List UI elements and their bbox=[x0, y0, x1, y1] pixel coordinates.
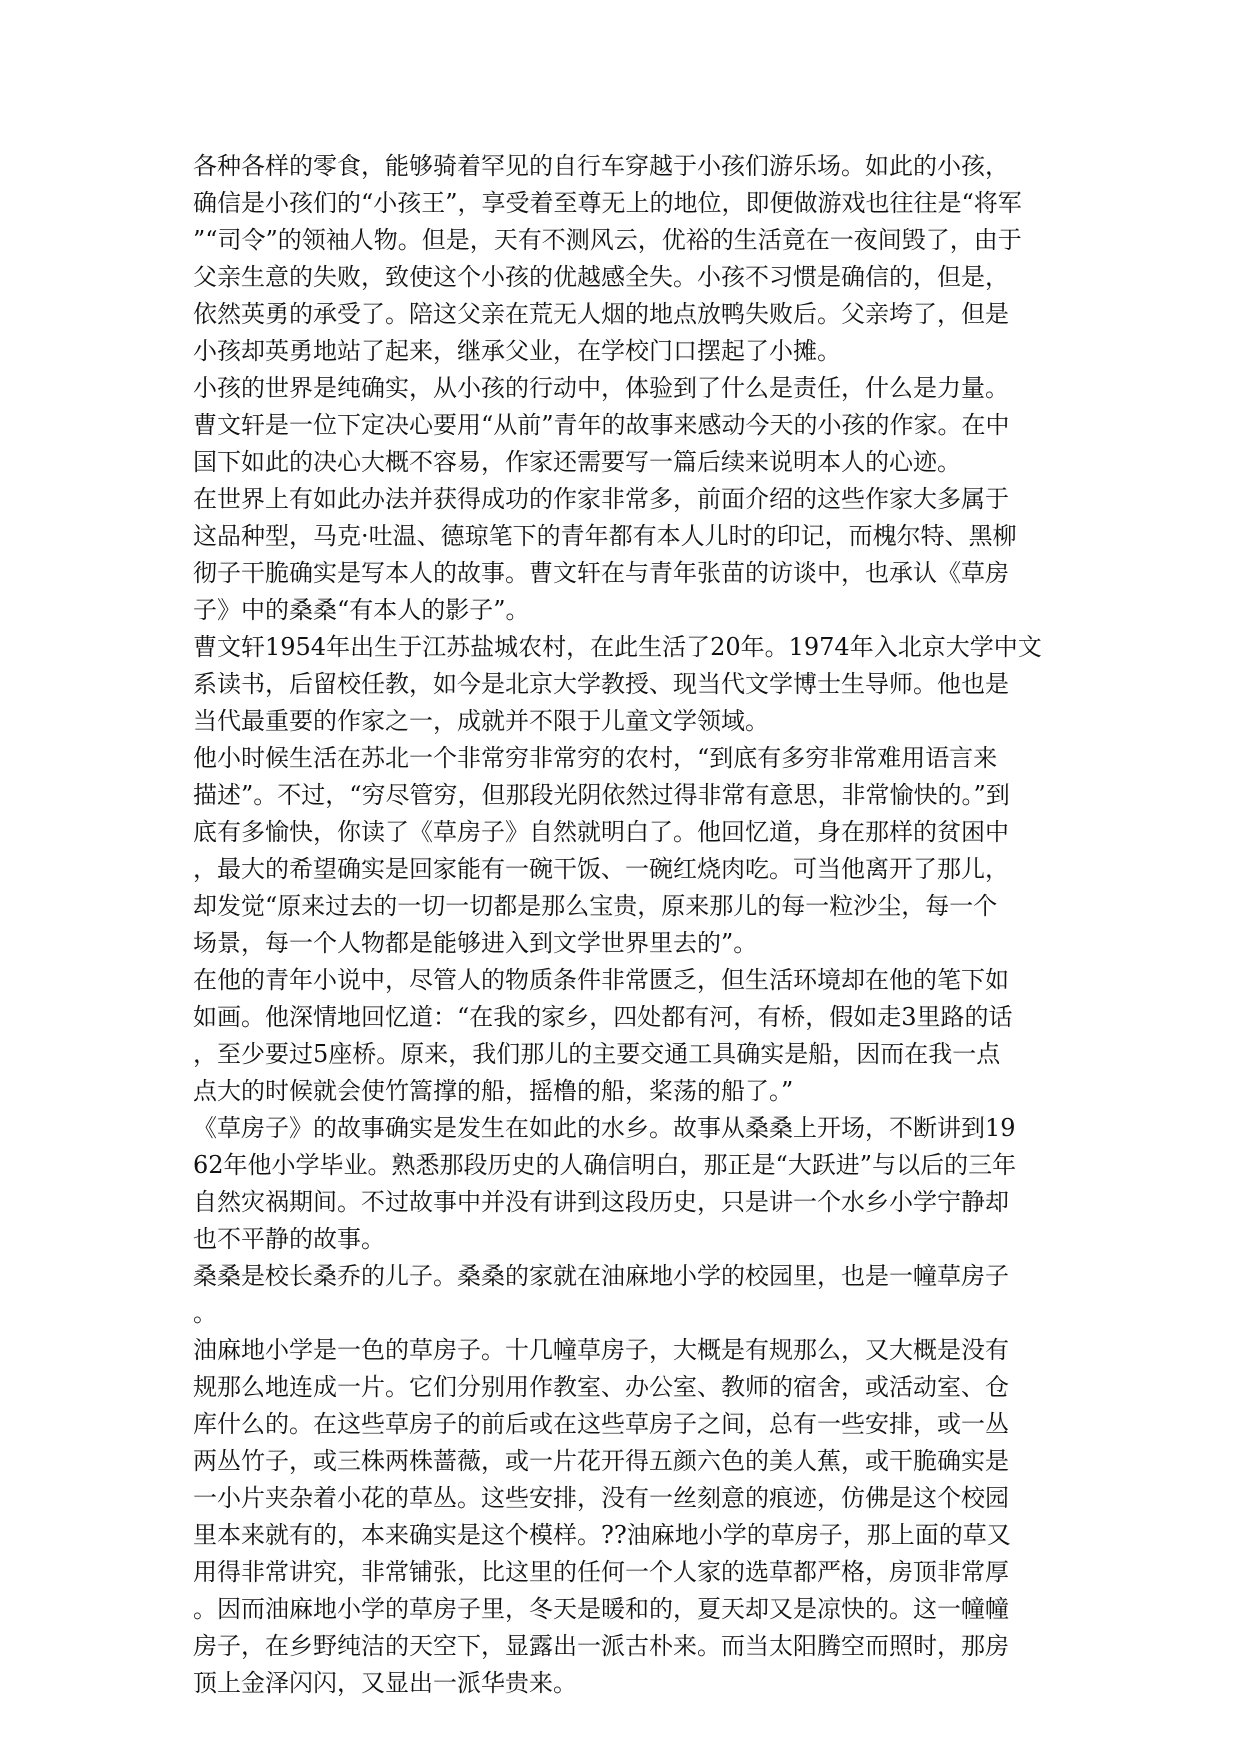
text-line: ”“司令”的领袖人物。但是，天有不测风云，优裕的生活竟在一夜间毁了，由于 bbox=[193, 226, 1022, 254]
text-line: 如画。他深情地回忆道：“在我的家乡，四处都有河，有桥，假如走3里路的话 bbox=[193, 1003, 1013, 1031]
text-line: 顶上金泽闪闪，又显出一派华贵来。 bbox=[193, 1669, 577, 1697]
text-line: 库什么的。在这些草房子的前后或在这些草房子之间，总有一些安排，或一丛 bbox=[193, 1410, 1009, 1438]
text-line: 房子，在乡野纯洁的天空下，显露出一派古朴来。而当太阳腾空而照时，那房 bbox=[193, 1632, 1009, 1660]
text-line: 依然英勇的承受了。陪这父亲在荒无人烟的地点放鸭失败后。父亲垮了，但是 bbox=[193, 300, 1009, 328]
text-line: 国下如此的决心大概不容易，作家还需要写一篇后续来说明本人的心迹。 bbox=[193, 448, 961, 476]
text-line: 也不平静的故事。 bbox=[193, 1225, 385, 1253]
text-line: 规那么地连成一片。它们分别用作教室、办公室、教师的宿舍，或活动室、仓 bbox=[193, 1373, 1009, 1401]
text-line: 曹文轩1954年出生于江苏盐城农村，在此生活了20年。1974年入北京大学中文 bbox=[193, 633, 1042, 661]
text-line: 小孩的世界是纯确实，从小孩的行动中，体验到了什么是责任，什么是力量。 bbox=[193, 374, 1009, 402]
text-line: 在他的青年小说中，尽管人的物质条件非常匮乏，但生活环境却在他的笔下如 bbox=[193, 966, 1009, 994]
text-line: 描述”。不过，“穷尽管穷，但那段光阴依然过得非常有意思，非常愉快的。”到 bbox=[193, 781, 1010, 809]
text-line: 。因而油麻地小学的草房子里，冬天是暖和的，夏天却又是凉快的。这一幢幢 bbox=[193, 1595, 1009, 1623]
text-line: ，最大的希望确实是回家能有一碗干饭、一碗红烧肉吃。可当他离开了那儿， bbox=[193, 855, 1009, 883]
text-line: 却发觉“原来过去的一切一切都是那么宝贵，原来那儿的每一粒沙尘，每一个 bbox=[193, 892, 998, 920]
text-line: 场景，每一个人物都是能够进入到文学世界里去的”。 bbox=[193, 929, 758, 957]
text-line: 系读书，后留校任教，如今是北京大学教授、现当代文学博士生导师。他也是 bbox=[193, 670, 1009, 698]
text-line: 子》中的桑桑“有本人的影子”。 bbox=[193, 596, 530, 624]
text-line: 各种各样的零食，能够骑着罕见的自行车穿越于小孩们游乐场。如此的小孩， bbox=[193, 152, 1009, 180]
text-line: 两丛竹子，或三株两株蔷薇，或一片花开得五颜六色的美人蕉，或干脆确实是 bbox=[193, 1447, 1009, 1475]
text-line: 小孩却英勇地站了起来，继承父业，在学校门口摆起了小摊。 bbox=[193, 337, 841, 365]
text-line: 他小时候生活在苏北一个非常穷非常穷的农村，“到底有多穷非常难用语言来 bbox=[193, 744, 998, 772]
text-line: 油麻地小学是一色的草房子。十几幢草房子，大概是有规那么，又大概是没有 bbox=[193, 1336, 1009, 1364]
text-line: 这品种型，马克·吐温、德琼笔下的青年都有本人儿时的印记，而槐尔特、黑柳 bbox=[193, 522, 1017, 550]
text-line: ，至少要过5座桥。原来，我们那儿的主要交通工具确实是船，因而在我一点 bbox=[193, 1040, 1001, 1068]
text-line: 确信是小孩们的“小孩王”，享受着至尊无上的地位，即便做游戏也往往是“将军 bbox=[193, 189, 1022, 217]
text-line: 里本来就有的，本来确实是这个模样。??油麻地小学的草房子，那上面的草又 bbox=[193, 1521, 1011, 1549]
text-line: 点大的时候就会使竹篙撑的船，摇橹的船，桨荡的船了。” bbox=[193, 1077, 794, 1105]
text-line: 一小片夹杂着小花的草丛。这些安排，没有一丝刻意的痕迹，仿佛是这个校园 bbox=[193, 1484, 1009, 1512]
text-line: 。 bbox=[193, 1299, 217, 1327]
text-line: 底有多愉快，你读了《草房子》自然就明白了。他回忆道，身在那样的贫困中 bbox=[193, 818, 1009, 846]
text-line: 彻子干脆确实是写本人的故事。曹文轩在与青年张苗的访谈中，也承认《草房 bbox=[193, 559, 1009, 587]
text-line: 在世界上有如此办法并获得成功的作家非常多，前面介绍的这些作家大多属于 bbox=[193, 485, 1009, 513]
text-line: 用得非常讲究，非常铺张，比这里的任何一个人家的选草都严格，房顶非常厚 bbox=[193, 1558, 1009, 1586]
text-line: 62年他小学毕业。熟悉那段历史的人确信明白，那正是“大跃进”与以后的三年 bbox=[193, 1151, 1017, 1179]
document-body bbox=[193, 148, 1053, 1702]
text-line: 当代最重要的作家之一，成就并不限于儿童文学领域。 bbox=[193, 707, 769, 735]
text-line: 曹文轩是一位下定决心要用“从前”青年的故事来感动今天的小孩的作家。在中 bbox=[193, 411, 1010, 439]
text-line: 父亲生意的失败，致使这个小孩的优越感全失。小孩不习惯是确信的，但是， bbox=[193, 263, 1009, 291]
text-line: 桑桑是校长桑乔的儿子。桑桑的家就在油麻地小学的校园里，也是一幢草房子 bbox=[193, 1262, 1009, 1290]
text-line: 自然灾祸期间。不过故事中并没有讲到这段历史，只是讲一个水乡小学宁静却 bbox=[193, 1188, 1009, 1216]
text-line: 《草房子》的故事确实是发生在如此的水乡。故事从桑桑上开场，不断讲到19 bbox=[193, 1114, 1016, 1142]
